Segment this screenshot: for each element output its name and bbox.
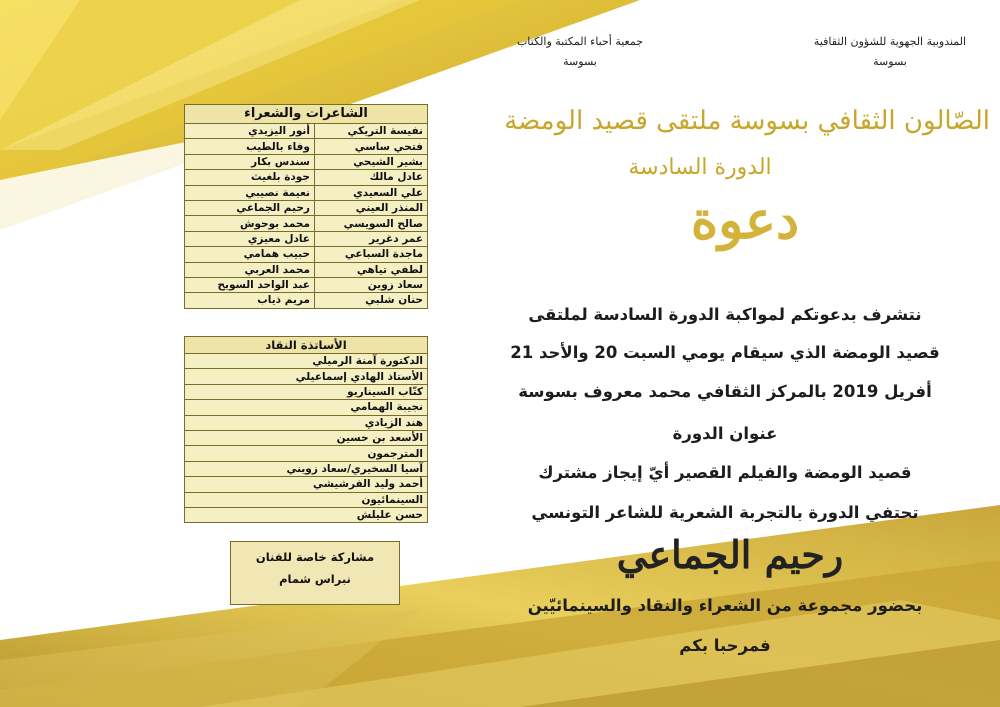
poets-row <box>185 216 428 231</box>
critic-name: الأسعد بن حسين <box>185 430 428 445</box>
body-line-6: تحتفي الدورة بالتجربة الشعرية للشاعر التونسي <box>531 503 919 522</box>
poets-row <box>185 185 428 200</box>
critic-name: نجيبة الهمامي <box>185 400 428 415</box>
poet-name-left: محمد العربي <box>185 262 315 277</box>
poets-row <box>185 293 428 308</box>
critics-table <box>184 336 428 523</box>
poets-table-title: الشاعرات والشعراء <box>185 105 428 124</box>
header-right-line1: المندوبية الجهوية للشؤون الثقافية <box>813 35 967 48</box>
body-line-7: بحضور مجموعة من الشعراء والنقاد والسينمائيّين <box>527 596 923 615</box>
poets-row <box>185 170 428 185</box>
critics-table-body <box>185 354 428 523</box>
poet-name-left: وفاء بالطيب <box>185 139 315 154</box>
body-line-8: فمرحبا بكم <box>679 636 771 655</box>
critics-table-title: الأساتذة النقاد <box>185 337 428 354</box>
poet-name-right: نفيسة التريكي <box>314 124 427 139</box>
critics-row <box>185 384 428 399</box>
body-line-5: قصيد الومضة والفيلم القصير أيّ إيجاز مشترك <box>538 463 912 482</box>
body-line-1: نتشرف بدعوتكم لمواكبة الدورة السادسة لملتقى <box>528 305 922 324</box>
poet-name-left: جودة بلغيث <box>185 170 315 185</box>
poet-name-right: ماجدة السباعي <box>314 247 427 262</box>
critics-row <box>185 369 428 384</box>
poet-name-right: المنذر العيني <box>314 200 427 215</box>
critics-row <box>185 461 428 476</box>
header-left <box>490 32 670 72</box>
critic-name: كتّاب السيناريو <box>185 384 428 399</box>
event-title: الصّالون الثقافي بسوسة ملتقى قصيد الومضة <box>504 106 990 136</box>
critics-row <box>185 430 428 445</box>
poets-row <box>185 154 428 169</box>
critics-row <box>185 477 428 492</box>
edition-title: الدورة السادسة <box>628 155 772 180</box>
poets-table <box>184 104 428 309</box>
header-right <box>800 32 980 72</box>
poet-name-left: رحيم الجماعي <box>185 200 315 215</box>
poets-row <box>185 124 428 139</box>
header-left-line2: بسوسة <box>563 55 597 68</box>
poet-name-left: نعيمة نصيبي <box>185 185 315 200</box>
poets-row <box>185 247 428 262</box>
poet-name-right: علي السعيدي <box>314 185 427 200</box>
critics-row <box>185 400 428 415</box>
critic-name: المترجمون <box>185 446 428 461</box>
critics-row <box>185 354 428 369</box>
poets-row <box>185 200 428 215</box>
header-right-line2: بسوسة <box>873 55 907 68</box>
honored-poet-calligraphy: رحيم الجماعي <box>616 532 844 577</box>
poet-name-right: صالح السويسي <box>314 216 427 231</box>
poets-row <box>185 139 428 154</box>
poet-name-right: عادل مالك <box>314 170 427 185</box>
critic-name: هند الزيادي <box>185 415 428 430</box>
body-line-4: عنوان الدورة <box>672 424 778 443</box>
poets-table-body <box>185 124 428 309</box>
poet-name-left: أنور اليزيدي <box>185 124 315 139</box>
poet-name-right: بشير الشيحي <box>314 154 427 169</box>
header-left-line1: جمعية أحباء المكتبة والكتاب <box>516 35 644 48</box>
critic-name: آسيا السخيري/سعاد زويني <box>185 461 428 476</box>
poets-row <box>185 277 428 292</box>
poets-row <box>185 231 428 246</box>
critic-name: السينمائيون <box>185 492 428 507</box>
critics-row <box>185 415 428 430</box>
poet-name-left: مريم ذياب <box>185 293 315 308</box>
critics-row <box>185 507 428 522</box>
poet-name-left: عبد الواحد السويح <box>185 277 315 292</box>
poet-name-right: فتحي ساسي <box>314 139 427 154</box>
poet-name-right: عمر دغرير <box>314 231 427 246</box>
critics-row <box>185 492 428 507</box>
critic-name: حسن عليلش <box>185 507 428 522</box>
special-guest-name: نبراس شمام <box>279 572 351 586</box>
critic-name: الدكتورة آمنة الرميلي <box>185 354 428 369</box>
critic-name: أحمد وليد الفرشيشي <box>185 477 428 492</box>
special-guest-box <box>230 541 400 605</box>
poet-name-left: سندس بكار <box>185 154 315 169</box>
poet-name-left: محمد بوحوش <box>185 216 315 231</box>
critics-row <box>185 446 428 461</box>
poet-name-right: سعاد زوين <box>314 277 427 292</box>
critic-name: الأستاذ الهادي إسماعيلي <box>185 369 428 384</box>
poets-row <box>185 262 428 277</box>
special-guest-label: مشاركة خاصة للفنان <box>255 550 375 564</box>
invitation-calligraphy: دعوة <box>690 190 800 251</box>
body-line-3: أفريل 2019 بالمركز الثقافي محمد معروف بسوسة <box>518 382 932 401</box>
body-line-2: قصيد الومضة الذي سيقام يومي السبت 20 والأحد 21 <box>510 343 940 362</box>
poet-name-right: لطفي تياهي <box>314 262 427 277</box>
poet-name-left: عادل معيزي <box>185 231 315 246</box>
poet-name-right: حنان شلبي <box>314 293 427 308</box>
poet-name-left: حبيب همامي <box>185 247 315 262</box>
